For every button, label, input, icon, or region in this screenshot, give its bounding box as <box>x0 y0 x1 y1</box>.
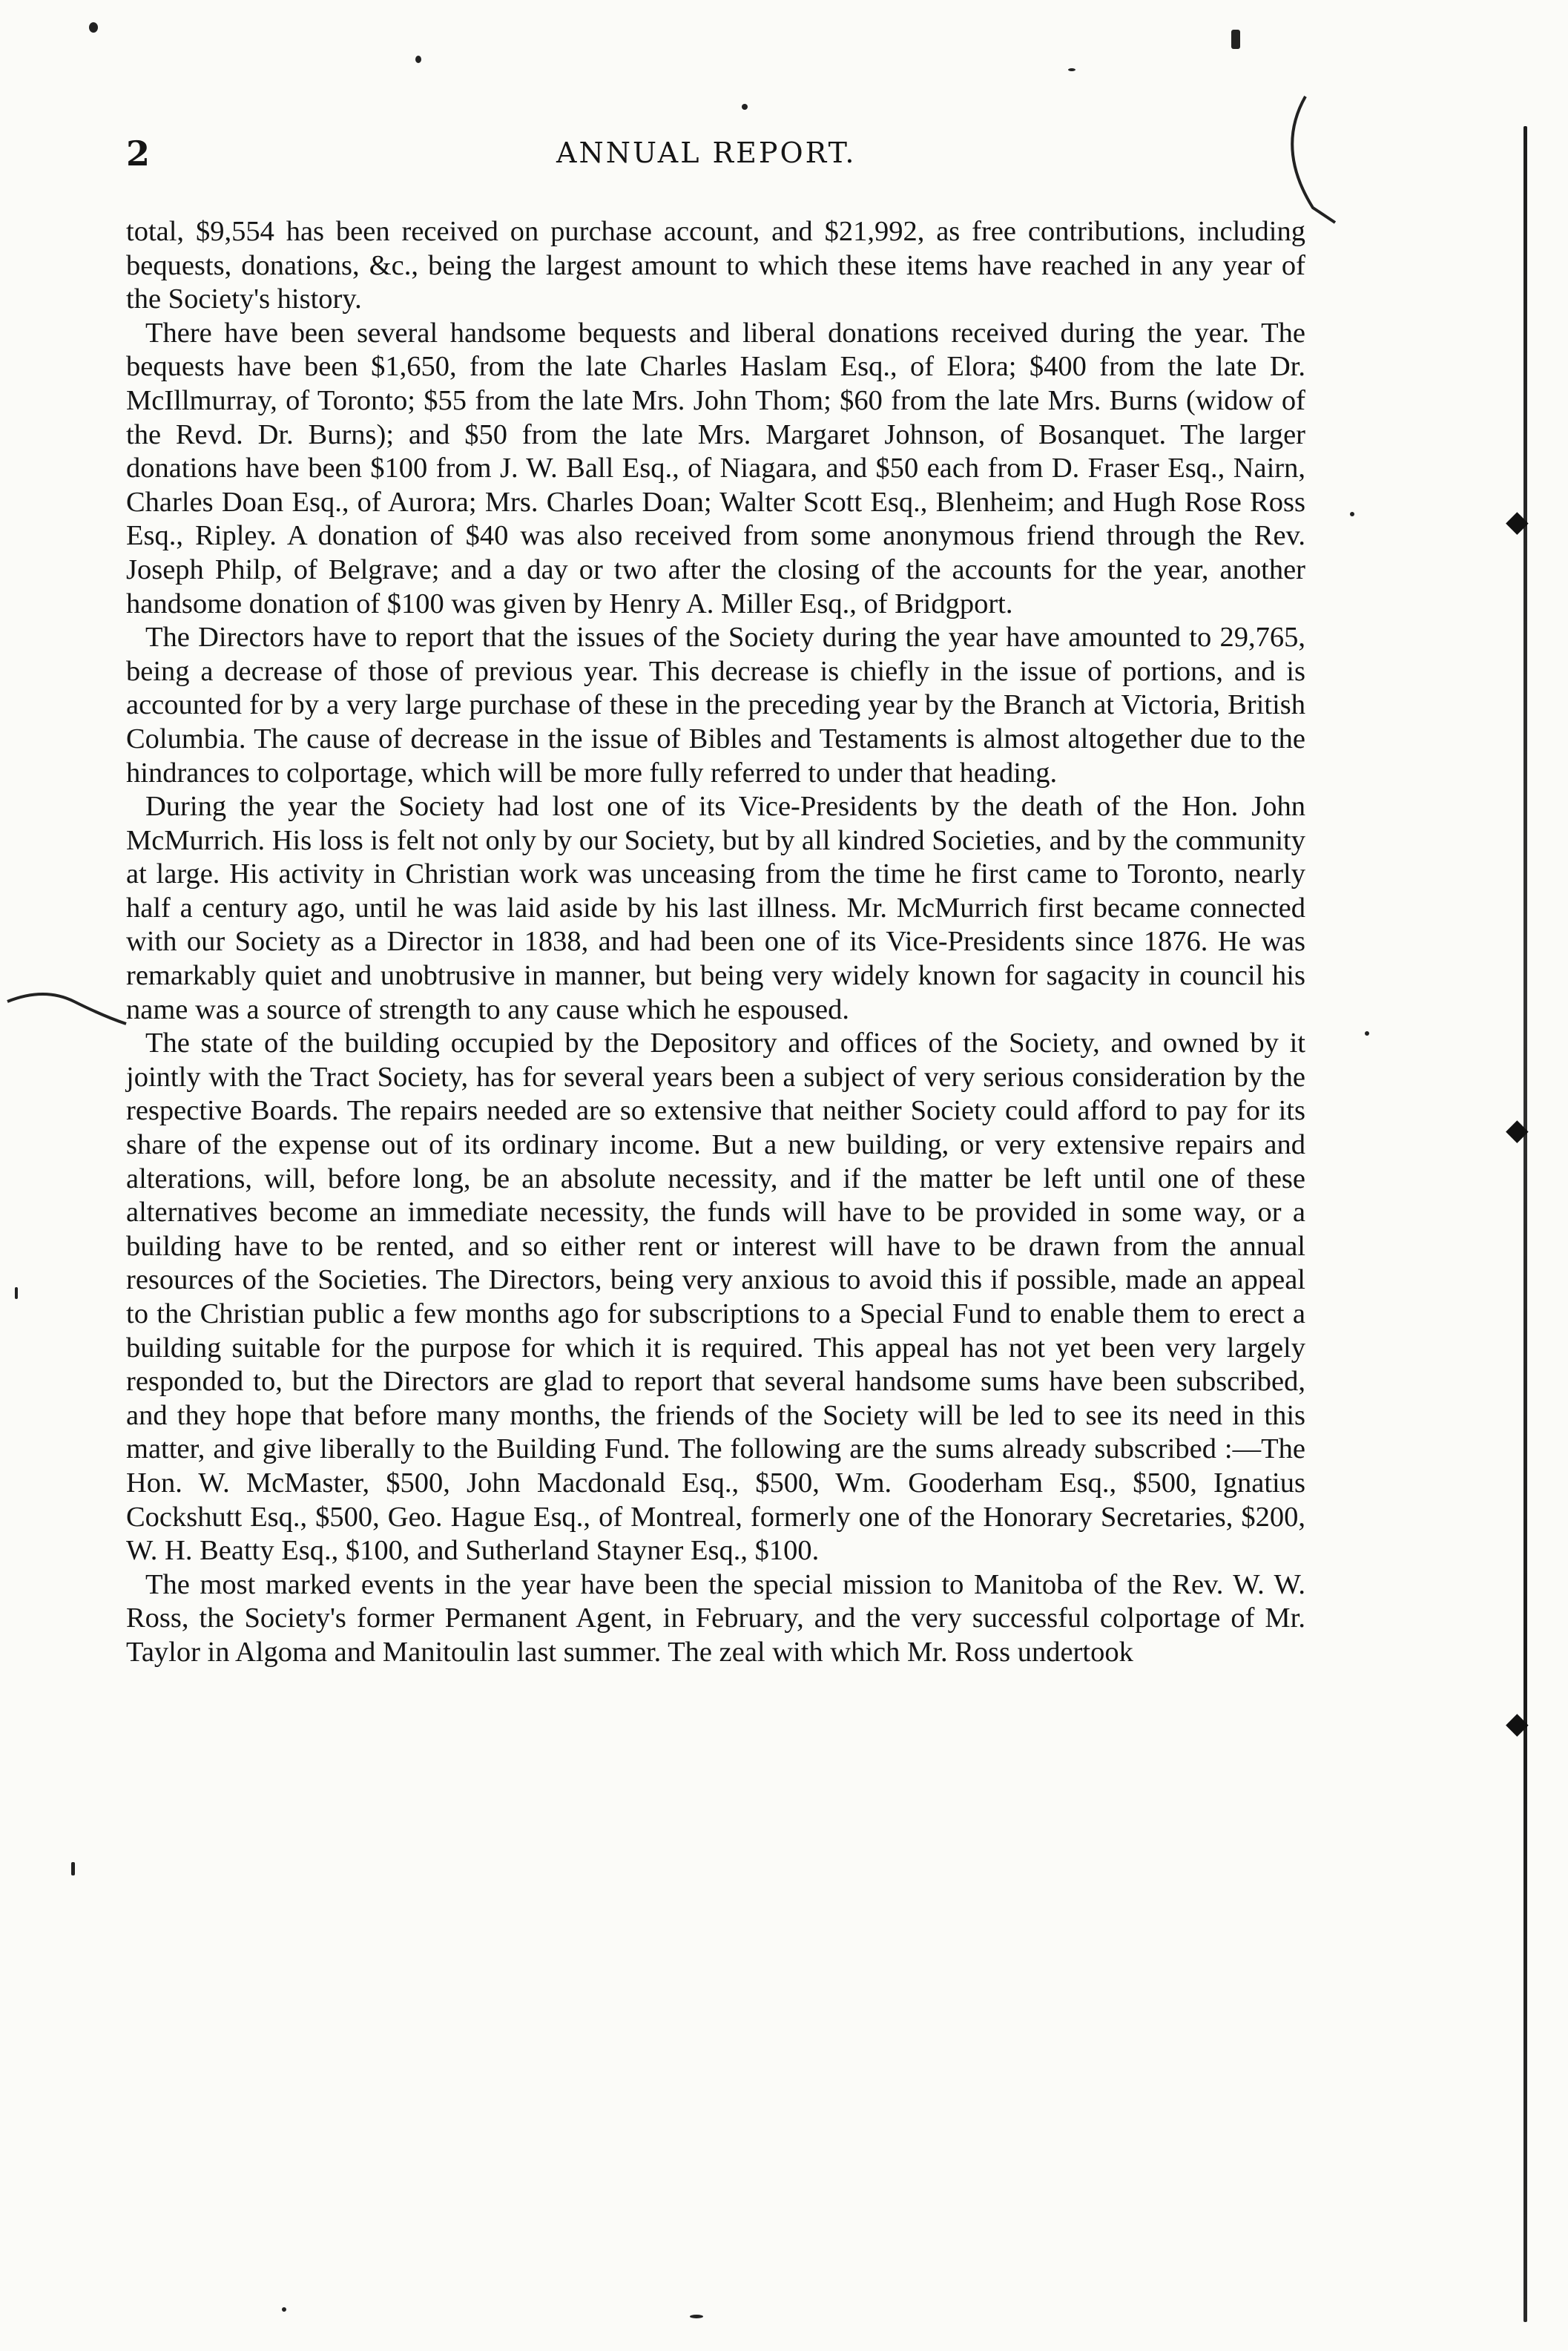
paragraph-issues: The Directors have to report that the issues of the Society during the year have amounted to 29,765, being a decrease of those of previous year. This decrease is chiefly in the issue of portions, and is accounted for by a very large purchase of these in the preceding year by the Branch at Victoria, British Columbia. The cause of decrease in the issue of Bibles and Testaments is almost altogether due to the hindrances to colportage, which will be more fully referred to under that heading. <box>126 622 1305 789</box>
paragraph-building: The state of the building occupied by the Depository and offices of the Society, and owned by it jointly with the Tract Society, has for several years been a subject of very serious consideration by the respective Boards. The repairs needed are so extensive that neither Society could afford to pay for its share of the expense out of its ordinary income. But a new building, or very extensive repairs and alterations, will, before long, be an absolute necessity, and if the matter be left until one of these alternatives become an immediate necessity, the funds will have to be provided in some way, or a building have to be rented, and so either rent or interest will have to be drawn from the annual resources of the Societies. The Directors, being very anxious to avoid this if possible, made an appeal to the Christian public a few months ago for subscriptions to a Special Fund to enable them to erect a building suitable for the purpose for which it is required. This appeal has not yet been very largely responded to, but the Directors are glad to report that several handsome sums have been subscribed, and they hope that before many months, the friends of the Society will be led to see its need in this matter, and give liberally to the Building Fund. The following are the sums already subscribed :—The Hon. W. McMaster, $500, John Macdonald Esq., $500, Wm. Gooderham Esq., $500, Ignatius Cockshutt Esq., $500, Geo. Hague Esq., of Montreal, formerly one of the Honorary Secretaries, $200, W. H. Beatty Esq., $100, and Sutherland Stayner Esq., $100. <box>126 1027 1305 1567</box>
binding-thread-mark: ◆ <box>1506 1113 1529 1147</box>
report-body <box>126 215 1305 1670</box>
binding-edge-line <box>1523 126 1527 2322</box>
paragraph-contributions: total, $9,554 has been received on purchase account, and $21,992, as free contributions, including bequests, donations, &c., being the largest amount to which these items have reached in any year of the Society's history. <box>126 216 1305 315</box>
margin-pen-stroke <box>0 972 134 1061</box>
scan-speck <box>71 1862 75 1875</box>
pen-stroke-path <box>7 994 126 1024</box>
scan-speck <box>415 56 421 63</box>
scan-speck <box>742 104 748 110</box>
scan-speck <box>15 1287 18 1299</box>
binding-thread-mark: ◆ <box>1506 1706 1529 1740</box>
paragraph-bequests: There have been several handsome bequests and liberal donations received during the year. The bequests have been $1,650, from the late Charles Haslam Esq., of Elora; $400 from the late Dr. McIllmurray, of Toronto; $55 from the late Mrs. John Thom; $60 from the late Mrs. Burns (widow of the Revd. Dr. Burns); and $50 from the late Mrs. Margaret Johnson, of Bosanquet. The larger donations have been $100 from J. W. Ball Esq., of Niagara, and $50 each from D. Fraser Esq., Nairn, Charles Doan Esq., of Aurora; Mrs. Charles Doan; Walter Scott Esq., Blenheim; and Hugh Rose Ross Esq., Ripley. A donation of $40 was also received from some anonymous friend through the Rev. Joseph Philp, of Belgrave; and a day or two after the closing of the accounts for the year, another handsome donation of $100 was given by Henry A. Miller Esq., of Bridgport. <box>126 317 1305 619</box>
pen-stroke-path <box>1292 96 1335 223</box>
scan-speck <box>1365 1031 1369 1036</box>
scan-speck <box>282 2307 286 2312</box>
running-head: ANNUAL REPORT. <box>556 137 857 169</box>
scan-speck <box>1231 30 1240 49</box>
page-number: 2 <box>126 134 151 174</box>
scan-speck <box>690 2315 703 2318</box>
corner-pen-stroke <box>1261 82 1350 230</box>
binding-thread-mark: ◆ <box>1506 504 1529 539</box>
scan-speck <box>1350 512 1354 516</box>
paragraph-events: The most marked events in the year have been the special mission to Manitoba of the Rev. W. W. Ross, the Society's former Permanent Agent, in February, and the very successful colportage of Mr. Taylor in Algoma and Manitoulin last summer. The zeal with which Mr. Ross undertook <box>126 1568 1305 1668</box>
scan-speck <box>1068 68 1075 71</box>
scan-speck <box>89 22 98 33</box>
paragraph-mcmurrich: During the year the Society had lost one of its Vice-Presidents by the death of the Hon. John McMurrich. His loss is felt not only by our Society, but by all kindred Societies, and by the community at large. His activity in Christian work was unceasing from the time he first came to Toronto, nearly half a century ago, until he was laid aside by his last illness. Mr. McMurrich first became connected with our Society as a Director in 1838, and had been one of its Vice-Presidents since 1876. He was remarkably quiet and unobtrusive in manner, but being very widely known for sagacity in council his name was a source of strength to any cause which he espoused. <box>126 791 1305 1025</box>
page-header <box>126 134 1313 178</box>
